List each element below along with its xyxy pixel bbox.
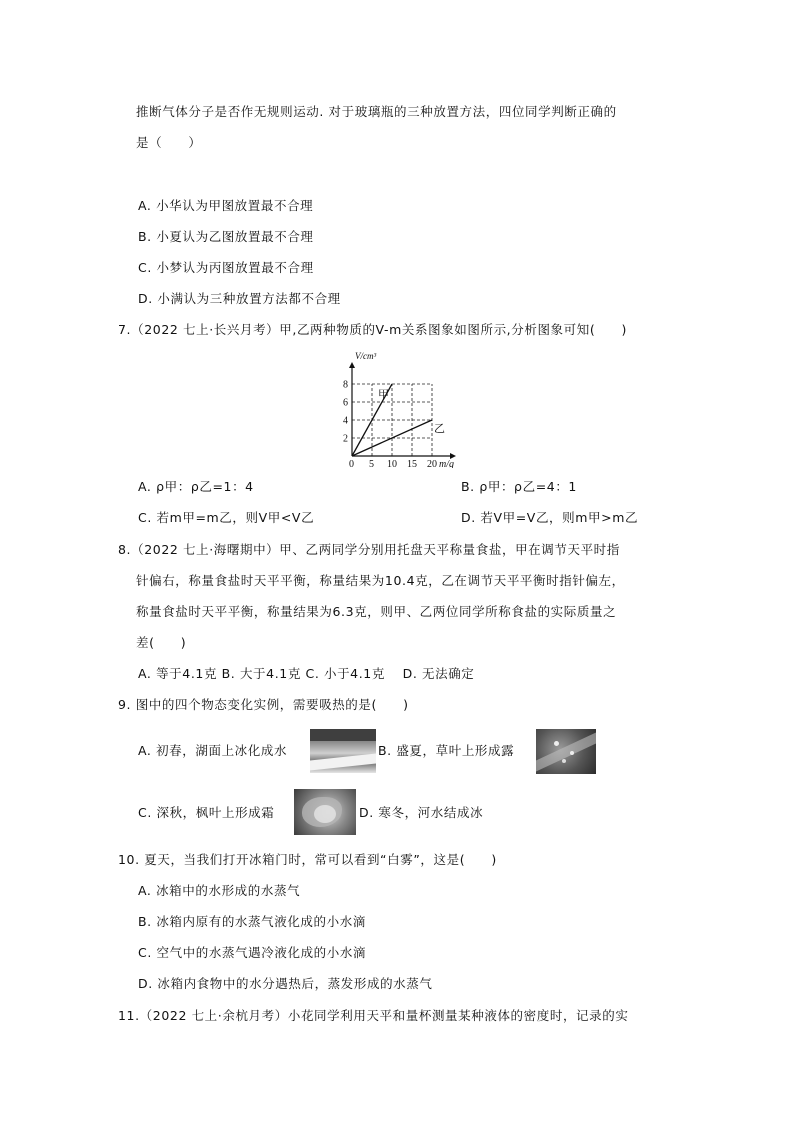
q8-options: A. 等于4.1克 B. 大于4.1克 C. 小于4.1克 D. 无法确定	[138, 666, 475, 681]
q9-option-c: C. 深秋，枫叶上形成霜	[138, 805, 275, 820]
q9-stem: 9. 图中的四个物态变化实例，需要吸热的是( )	[118, 697, 409, 712]
q10-option-d: D. 冰箱内食物中的水分遇热后，蒸发形成的水蒸气	[138, 976, 433, 991]
q8-stem-line1: 8.（2022 七上·海曙期中）甲、乙两同学分别用托盘天平称量食盐，甲在调节天平时指	[118, 542, 620, 557]
y-axis-label: V/cm³	[355, 351, 377, 361]
melting-ice-lake-photo	[310, 729, 376, 773]
frost-on-maple-leaf-photo	[294, 789, 356, 835]
y-tick-label: 6	[343, 397, 348, 409]
y-tick-label: 4	[343, 415, 348, 427]
q7-option-a: A. ρ甲：ρ乙=1：4	[138, 479, 254, 494]
q10-option-a: A. 冰箱中的水形成的水蒸气	[138, 883, 301, 898]
x-tick-label: 5	[369, 459, 374, 468]
x-tick-label: 20	[427, 459, 437, 468]
v-m-chart	[336, 350, 458, 468]
q6-option-b: B. 小夏认为乙图放置最不合理	[138, 229, 314, 244]
x-tick-label: 10	[387, 459, 397, 468]
q6-option-c: C. 小梦认为丙图放置最不合理	[138, 260, 314, 275]
q10-stem: 10. 夏天，当我们打开冰箱门时，常可以看到“白雾”，这是( )	[118, 852, 497, 867]
q8-stem-line4: 差( )	[136, 635, 187, 650]
x-tick-label: 0	[349, 459, 354, 468]
q8-stem-line3: 称量食盐时天平平衡，称量结果为6.3克，则甲、乙两位同学所称食盐的实际质量之	[136, 604, 617, 619]
q6-option-d: D. 小满认为三种放置方法都不合理	[138, 291, 341, 306]
q6-stem-line1: 推断气体分子是否作无规则运动. 对于玻璃瓶的三种放置方法，四位同学判断正确的	[136, 104, 617, 119]
q6-option-a: A. 小华认为甲图放置最不合理	[138, 198, 314, 213]
q9-option-b: B. 盛夏，草叶上形成露	[378, 743, 515, 758]
q9-option-d: D. 寒冬，河水结成冰	[359, 805, 484, 820]
y-axis-arrow	[349, 362, 355, 368]
x-tick-label: 15	[407, 459, 417, 468]
dew-on-leaf-photo	[536, 729, 596, 774]
y-tick-label: 8	[343, 379, 348, 391]
q10-option-b: B. 冰箱内原有的水蒸气液化成的小水滴	[138, 914, 366, 929]
q7-stem: 7.（2022 七上·长兴月考）甲,乙两种物质的V-m关系图象如图所示,分析图象可知( )	[118, 322, 627, 337]
q10-option-c: C. 空气中的水蒸气遇冷液化成的小水滴	[138, 945, 367, 960]
q7-option-b: B. ρ甲：ρ乙=4：1	[461, 479, 577, 494]
q7-option-d: D. 若V甲=V乙，则m甲>m乙	[461, 510, 639, 525]
x-axis-label: m/g	[439, 459, 454, 468]
q7-option-c: C. 若m甲=m乙，则V甲<V乙	[138, 510, 315, 525]
q8-stem-line2: 针偏右，称量食盐时天平平衡，称量结果为10.4克，乙在调节天平平衡时指针偏左，	[136, 573, 625, 588]
q11-stem: 11.（2022 七上·余杭月考）小花同学利用天平和量杯测量某种液体的密度时，记录的实	[118, 1008, 629, 1023]
series-label-1: 甲	[378, 389, 389, 401]
y-tick-label: 2	[343, 433, 348, 445]
q6-stem-line2: 是（ ）	[136, 135, 202, 150]
q9-option-a: A. 初春，湖面上冰化成水	[138, 743, 288, 758]
series-label-2: 乙	[434, 423, 445, 435]
